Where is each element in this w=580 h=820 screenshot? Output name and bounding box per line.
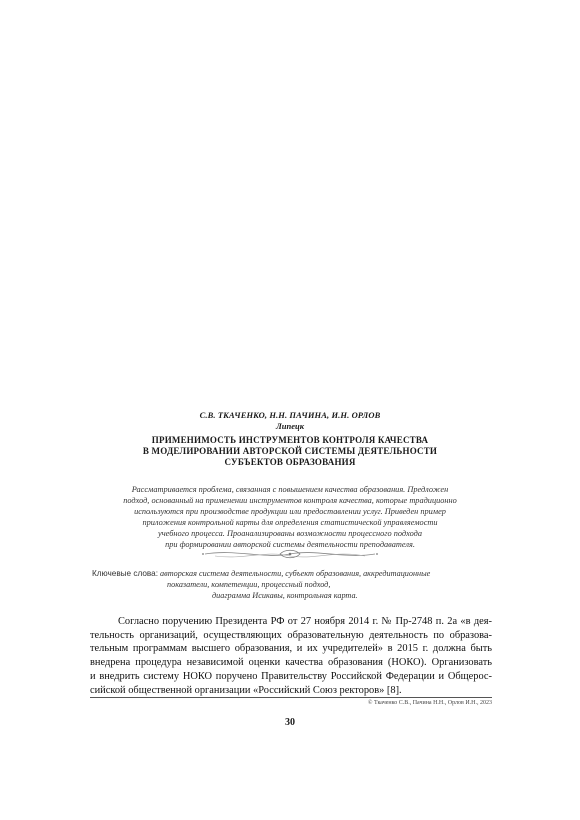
body-line: и внедрить систему НОКО поручено Правительству Российской Федерации и Общерос- — [90, 670, 492, 682]
abstract — [90, 484, 490, 550]
abstract-line: приложения контрольной карты для определения статистической управляемости — [142, 518, 438, 527]
keywords-block — [92, 568, 492, 601]
title-line: ПРИМЕНИМОСТЬ ИНСТРУМЕНТОВ КОНТРОЛЯ КАЧЕСТВА — [151, 435, 429, 445]
body-line: сийской общественной организации «Российский Союз ректоров» [8]. — [90, 684, 402, 696]
keywords-text: авторская система деятельности, субъект образования, аккредитационные — [160, 569, 431, 578]
abstract-line: используются при производстве продукции или предоставлении услуг. Приведен пример — [134, 507, 446, 516]
footer-rule — [90, 697, 492, 698]
keywords-label: Ключевые слова: — [92, 569, 158, 578]
keywords-text: показатели, компетенции, процессный подход, — [167, 580, 331, 589]
abstract-line: Рассматривается проблема, связанная с повышением качества образования. Предложен — [131, 485, 449, 494]
copyright-note: © Ткаченко С.В., Пачина Н.Н., Орлов И.Н., 2023 — [367, 700, 492, 706]
abstract-line: подход, основанный на применении инструментов контроля качества, которые традиционно — [123, 496, 457, 505]
page-number: 30 — [285, 717, 295, 728]
body-paragraph — [90, 615, 492, 697]
body-line: внедрена процедура независимой оценки качества образования (НОКО). Организовать — [90, 657, 492, 669]
title-line: В МОДЕЛИРОВАНИИ АВТОРСКОЙ СИСТЕМЫ ДЕЯТЕЛЬНОСТИ — [142, 446, 438, 456]
ornament-divider-icon — [195, 547, 385, 561]
body-line: Согласно поручению Президента РФ от 27 ноября 2014 г. № Пр-2748 п. 2а «в дея- — [118, 616, 492, 627]
authors-line: С.В. ТКАЧЕНКО, Н.Н. ПАЧИНА, И.Н. ОРЛОВ — [199, 410, 381, 420]
title-line: СУБЪЕКТОВ ОБРАЗОВАНИЯ — [224, 457, 356, 467]
author-city: Липецк — [275, 421, 305, 431]
body-line: тельность организаций, осуществляющих образовательную деятельность по образова- — [90, 629, 492, 641]
body-line: тельным программам высшего образования, и их учредителей» в 2015 г. должна быть — [90, 643, 492, 655]
abstract-line: учебного процесса. Проанализированы возможности процессного подхода — [158, 529, 422, 538]
paper-title — [90, 435, 490, 468]
abstract-line: при формировании авторской системы деятельности преподавателя. — [165, 540, 415, 549]
keywords-text: диаграмма Исикавы, контрольная карта. — [212, 591, 358, 600]
